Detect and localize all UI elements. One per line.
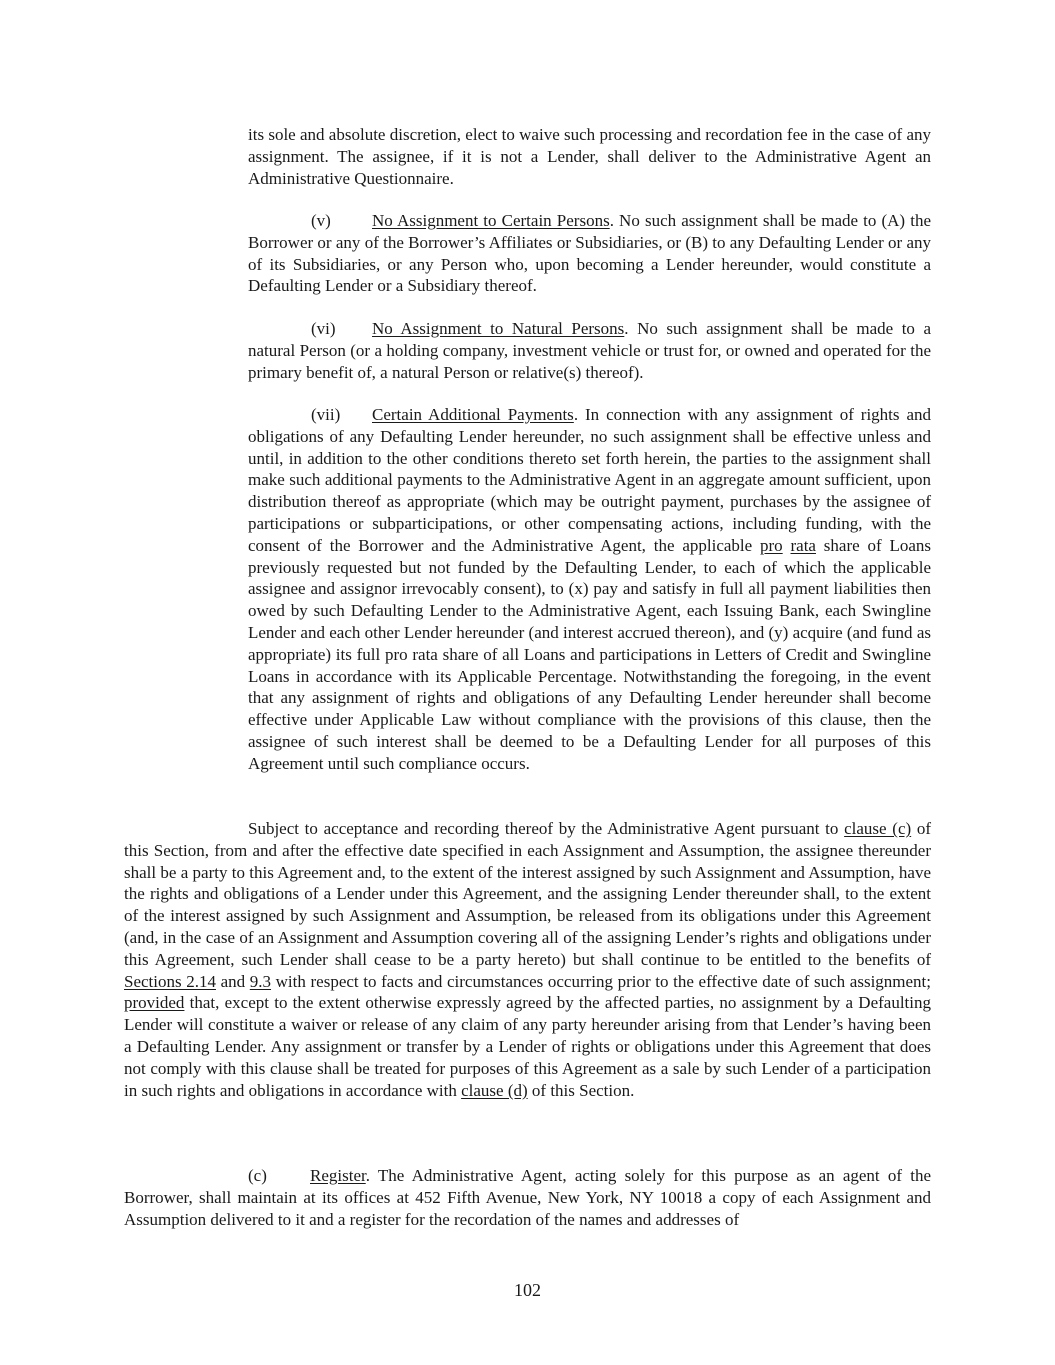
rata-term: rata xyxy=(790,535,816,555)
paragraph-text: its sole and absolute discretion, elect to waive such processing and recordation fee in the case of any assignment. The assignee, if it is not a Lender, shall deliver to the Administrative Agent an Administrative Questionnaire. xyxy=(248,125,931,188)
paragraph-text-continued: share of Loans previously requested but not funded by the Defaulting Lender, to each of which the applicable assignee and assignor irrevocably consent), to (x) pay and satisfy in full all payment liabilities then owed by such Defaulting Lender to the Administrative Agent, each Issuing Bank, each Swingline Lender and each other Lender hereunder (and interest accrued thereon), and (y) acquire (and fund as appropriate) its full pro rata share of all Loans and participations in Letters of Credit and Swingline Loans in accordance with its Applicable Percentage. Notwithstanding the foregoing, in the event that any assignment of rights and obligations of any Defaulting Lender hereunder shall become effective under Applicable Law without compliance with the provisions of this clause, then the assignee of such interest shall be deemed to be a Defaulting Lender for all purposes of this Agreement until such compliance occurs. xyxy=(248,535,932,773)
sections-2-14-reference: Sections 2.14 xyxy=(124,971,216,991)
paragraph-assignee-questionnaire xyxy=(248,124,931,189)
pro-term: pro xyxy=(760,535,783,555)
paragraph-text: . The Administrative Agent, acting solely for this purpose as an agent of the Borrower, shall maintain at its offices at 452 Fifth Avenue, New York, NY 10018 a copy of each Assignment and Assumption delivered to it and a register for the recordation of the names and addresses of xyxy=(124,1166,931,1229)
page-number: 102 xyxy=(514,1280,541,1300)
provided-term: provided xyxy=(124,993,185,1013)
clause-heading: No Assignment to Natural Persons xyxy=(372,319,625,338)
paragraph-subject-to-acceptance xyxy=(124,818,931,1101)
paragraph-text: . In connection with any assignment of rights and obligations of any Defaulting Lender hereunder, no such assignment shall be effective unless and until, in addition to the other conditions thereto set forth herein, the parties to the assignment shall make such additional payments to the Administrative Agent in an aggregate amount sufficient, upon distribution thereof as appropriate (which may be outright payment, purchases by the assignee of participations or subparticipations, or other compensating actions, including funding, with the consent of the Borrower and the Administrative Agent, the applicable xyxy=(248,405,932,555)
clause-c-reference: clause (c) xyxy=(844,819,912,838)
paragraph-no-assignment-natural-persons: (vi) No Assignment to Natural Persons. No such assignment shall be made to a natural Person (or a holding company, investment vehicle or trust for, or owned and operated for the primary benefit of, a natural Person or relative(s) thereof). xyxy=(248,319,931,382)
clause-heading: Register xyxy=(310,1166,366,1185)
paragraph-text: . No such assignment shall be made to (A) the Borrower or any of the Borrower’s Affiliates or Subsidiaries, or (B) to any Defaulting Lender or any of its Subsidiaries, or any Person who, upon becoming a Lender hereunder, would constitute a Defaulting Lender or a Subsidiary thereof. xyxy=(248,211,931,296)
section-9-3-reference: 9.3 xyxy=(249,971,272,991)
clause-heading: Certain Additional Payments xyxy=(372,405,574,424)
paragraph-register: (c) Register. The Administrative Agent, acting solely for this purpose as an agent of the Borrower, shall maintain at its offices at 452 Fifth Avenue, New York, NY 10018 a copy of each Assignment and Assumption delivered to it and a register for the recordation of the names and addresses of xyxy=(124,1166,931,1229)
paragraph-text: of this Section. xyxy=(527,1080,635,1100)
word-space xyxy=(783,536,791,555)
paragraph-certain-additional-payments: (vii) Certain Additional Payments. In connection with any assignment of rights and obligations of any Defaulting Lender hereunder, no such assignment shall be effective unless and until, in addition to the other conditions thereto set forth herein, the parties to the assignment shall make such additional payments to the Administrative Agent in an aggregate amount sufficient, upon distribution thereof as appropriate (which may be outright payment, purchases by the assignee of participations or subparticipations, or other compensating actions, including funding, with the consent of the Borrower and the Administrative Agent, the applicable pro rata share of Loans previously requested but not funded by the Defaulting Lender, to each of which the applicable assignee and assignor irrevocably consent), to (x) pay and satisfy in full all payment liabilities then owed by such Defaulting Lender to the Administrative Agent, each Issuing Bank, each Swingline Lender and each other Lender hereunder (and interest accrued thereon), and (y) acquire (and fund as appropriate) its full pro rata share of all Loans and participations in Letters of Credit and Swingline Loans in accordance with its Applicable Percentage. Notwithstanding the foregoing, in the event that any assignment of rights and obligations of any Defaulting Lender hereunder shall become effective under Applicable Law without compliance with the provisions of this clause, then the assignee of such interest shall be deemed to be a Defaulting Lender for all purposes of this Agreement until such compliance occurs. xyxy=(248,405,932,773)
clause-heading: No Assignment to Certain Persons xyxy=(372,211,610,230)
clause-d-reference: clause (d) xyxy=(461,1080,528,1100)
paragraph-text: Subject to acceptance and recording thereof by the Administrative Agent pursuant to xyxy=(248,819,845,838)
paragraph-no-assignment-certain-persons: (v) No Assignment to Certain Persons. No such assignment shall be made to (A) the Borrower or any of the Borrower’s Affiliates or Subsidiaries, or (B) to any Defaulting Lender or any of its Subsidiaries, or any Person who, upon becoming a Lender hereunder, would constitute a Defaulting Lender or a Subsidiary thereof. xyxy=(248,211,931,296)
paragraph-text: . No such assignment shall be made to a natural Person (or a holding company, investment vehicle or trust for, or owned and operated for the primary benefit of, a natural Person or relative(s) thereof). xyxy=(248,319,931,382)
paragraph-text: of this Section, from and after the effective date specified in each Assignment and Assumption, the assignee thereunder shall be a party to this Agreement and, to the extent of the interest assigned by such Assignment and Assumption, have the rights and obligations of a Lender under this Agreement, and the assigning Lender thereunder shall, to the extent of the interest assigned by such Assignment and Assumption, be released from its obligations under this Agreement (and, in the case of an Assignment and Assumption covering all of the assigning Lender’s rights and obligations under this Agreement, such Lender shall cease to be a party hereto) but shall continue to be entitled to the benefits of xyxy=(124,819,932,969)
paragraph-text: that, except to the extent otherwise expressly agreed by the affected parties, no assignment by a Defaulting Lender will constitute a waiver or release of any claim of any party hereunder arising from that Lender’s having been a Defaulting Lender. Any assignment or transfer by a Lender of rights or obligations under this Agreement that does not comply with this clause shall be treated for purposes of this Agreement as a sale by such Lender of a participation in such rights and obligations in accordance with xyxy=(124,993,931,1100)
paragraph-text: with respect to facts and circumstances occurring prior to the effective date of such assignment; xyxy=(271,971,932,991)
paragraph-text: and xyxy=(215,971,250,991)
